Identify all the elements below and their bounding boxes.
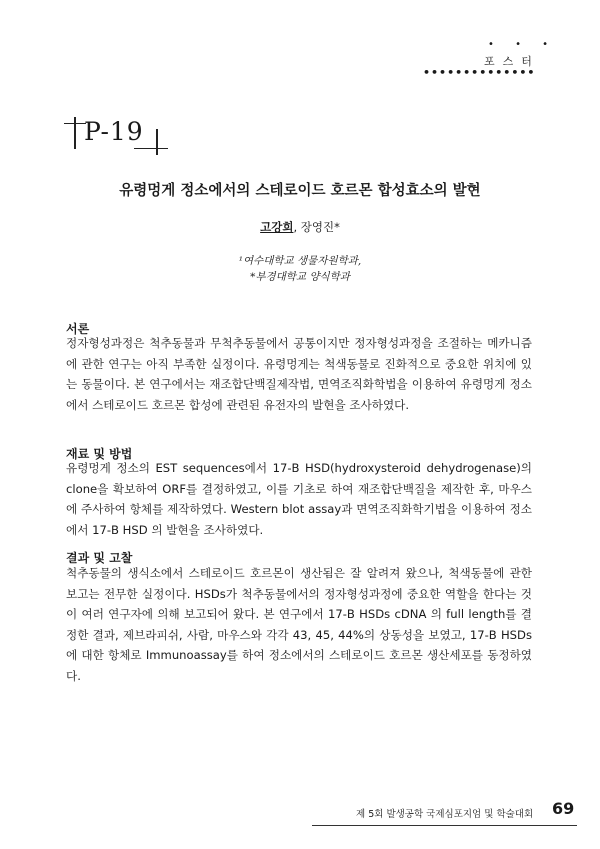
page-number: 69 xyxy=(552,799,575,818)
section-heading: 결과 및 고찰 xyxy=(66,551,133,565)
section-heading: 서론 xyxy=(66,322,90,336)
bracket-bar xyxy=(64,123,86,124)
bracket-bar xyxy=(74,117,76,149)
header-dot-rule: •••••••••••••• xyxy=(423,66,536,79)
header-dots: • • • xyxy=(488,39,558,50)
paper-title: 유령멍게 정소에서의 스테로이드 호르몬 합성효소의 발현 xyxy=(119,183,481,199)
affiliation: ¹여수대학교 생물자원학과, xyxy=(238,255,362,267)
section-tag: 포스터 xyxy=(484,55,540,68)
bracket-bar xyxy=(134,148,168,149)
bracket-bar xyxy=(156,129,158,155)
poster-id-box xyxy=(64,103,174,163)
section-body: 정자형성과정은 척추동물과 무척추동물에서 공통이지만 정자형성과정을 조절하는 메카니즘에 관한 연구는 아직 부족한 실정이다. 유령멍게는 척색동물로 진화적으로 중요한 위치에 있는 동물이다. 본 연구에서는 재조합단백질제작법, 면역조직화학법을 이용하여 유령멍게 정소에서 스테로이드 호르몬 합성에 관련된 유전자의 발현을 조사하였다. xyxy=(66,336,532,412)
section-body: 유령멍게 정소의 EST sequences에서 17-B HSD(hydroxysteroid dehydrogenase)의 clone을 확보하여 ORF를 결정하였고, 이를 기초로 하여 재조합단백질을 제작한 후, 마우스에 주사하여 항체를 제작하였다. Western blot assay과 면역조직화학기법을 이용하여 정소에서 17-B HSD 의 발현을 조사하였다. xyxy=(66,461,532,537)
conference-name: 제 5회 발생공학 국제심포지엄 및 학술대회 xyxy=(356,809,534,820)
footer-rule xyxy=(312,825,577,826)
section-body: 척추동물의 생식소에서 스테로이드 호르몬이 생산됨은 잘 알려져 왔으나, 척색동물에 관한 보고는 전무한 실정이다. HSDs가 척추동물에서의 정자형성과정에 중요한 역할을 한다는 것이 여러 연구자에 의해 보고되어 왔다. 본 연구에서 17-B HSDs cDNA 의 full length를 결정한 결과, 제브라피쉬, 사람, 마우스와 각각 43, 45, 44%의 상동성을 보였고, 17-B HSDs에 대한 항체로 Immunoassay를 하여 정소에서의 스테로이드 호르몬 생산세포를 동정하였다. xyxy=(66,566,532,683)
presenting-author: 고강희 xyxy=(260,220,294,234)
affiliation: *부경대학교 양식학과 xyxy=(250,271,350,283)
author-line xyxy=(0,219,600,235)
section-heading: 재료 및 방법 xyxy=(66,447,133,461)
poster-id: P-19 xyxy=(84,117,144,146)
co-authors: , 장영진* xyxy=(293,220,340,234)
